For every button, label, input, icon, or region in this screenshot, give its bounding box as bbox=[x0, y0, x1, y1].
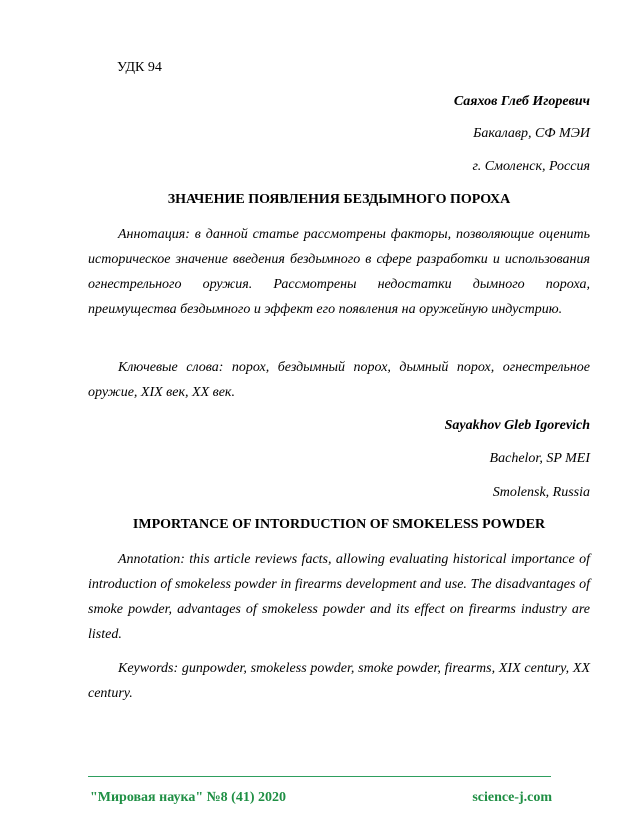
author-ru: Саяхов Глеб Игоревич bbox=[453, 94, 590, 109]
keywords-ru: Ключевые слова: порох, бездымный порох, дымный порох, огнестрельное оружие, XIX век, XX век. bbox=[88, 360, 590, 400]
footer-site-link[interactable]: science-j.com bbox=[472, 790, 552, 805]
abstract-ru: Аннотация: в данной статье рассмотрены факторы, позволяющие оценить историческое значение введения бездымного в сфере разработки и использования огнестрельного оружия. Рассмотрены недостатки дымного пороха, преимущества бездымного и эффект его появления на оружейную индустрию. bbox=[88, 227, 590, 317]
author-en: Sayakhov Gleb Igorevich bbox=[444, 418, 590, 433]
title-en: IMPORTANCE OF INTORDUCTION OF SMOKELESS POWDER bbox=[132, 517, 546, 532]
position-ru: Бакалавр, СФ МЭИ bbox=[473, 126, 590, 141]
location-ru: г. Смоленск, Россия bbox=[472, 159, 590, 174]
udk-code: УДК 94 bbox=[117, 60, 162, 75]
position-en: Bachelor, SP MEI bbox=[489, 451, 590, 466]
title-ru: ЗНАЧЕНИЕ ПОЯВЛЕНИЯ БЕЗДЫМНОГО ПОРОХА bbox=[167, 192, 511, 207]
location-en: Smolensk, Russia bbox=[492, 485, 590, 500]
keywords-en: Keywords: gunpowder, smokeless powder, smoke powder, firearms, XIX century, XX century. bbox=[88, 661, 590, 701]
footer-divider bbox=[88, 776, 551, 777]
footer-journal: "Мировая наука" №8 (41) 2020 bbox=[90, 790, 286, 805]
abstract-en: Annotation: this article reviews facts, allowing evaluating historical importance of introduction of smokeless powder in firearms development and use. The disadvantages of smoke powder, advantages of smokeless powder and its effect on firearms industry are listed. bbox=[88, 552, 590, 642]
